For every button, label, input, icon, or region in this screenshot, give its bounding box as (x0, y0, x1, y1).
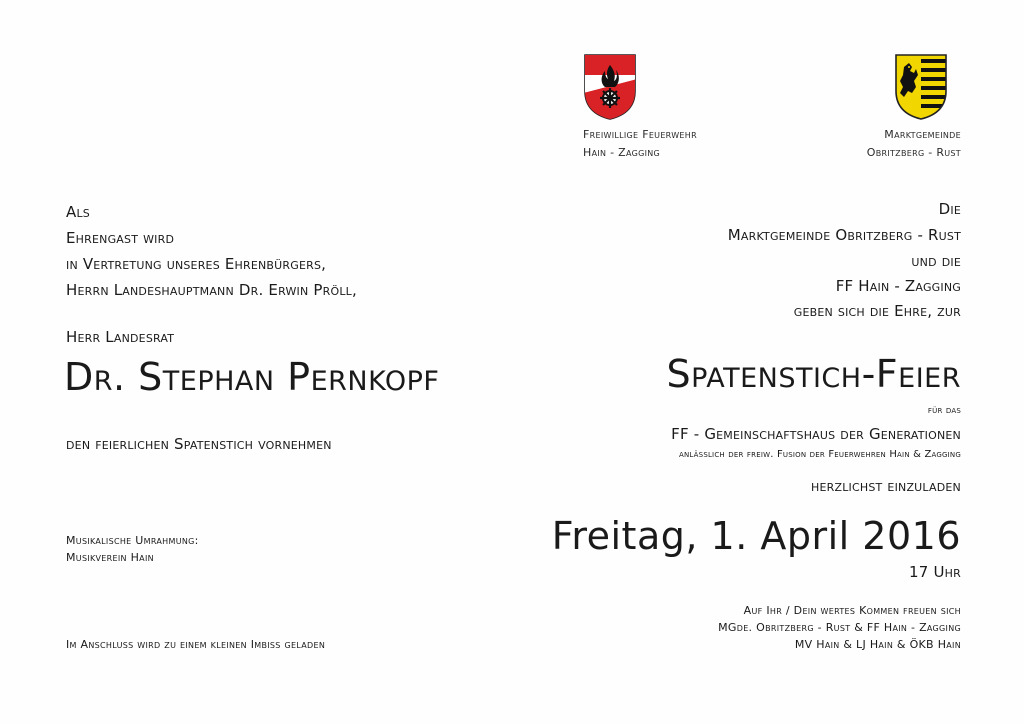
ff-caption-line1: Freiwillige Feuerwehr (583, 128, 697, 141)
right-intro-line4: FF Hain - Zagging (835, 277, 961, 295)
left-intro-line4: Herrn Landeshauptmann Dr. Erwin Pröll, (66, 281, 357, 299)
fire-brigade-crest-icon (583, 53, 637, 121)
footer-line1: Auf Ihr / Dein wertes Kommen freuen sich (743, 604, 961, 617)
invite-text: herzlichst einzuladen (811, 477, 961, 495)
footer-line3: MV Hain & LJ Hain & ÖKB Hain (794, 638, 961, 651)
music-value: Musikverein Hain (66, 551, 154, 564)
right-intro-line1: Die (938, 200, 961, 218)
left-intro-line1: Als (66, 203, 90, 221)
guest-action: den feierlichen Spatenstich vornehmen (66, 435, 332, 453)
event-occasion: anlässlich der freiw. Fusion der Feuerwehren Hain & Zagging (679, 449, 961, 460)
municipal-lion-crest-icon (894, 53, 948, 121)
footer-line2: MGde. Obritzberg - Rust & FF Hain - Zagging (718, 621, 961, 634)
guest-title: Herr Landesrat (66, 328, 175, 346)
right-intro-line3: und die (911, 252, 961, 270)
guest-name: Dr. Stephan Pernkopf (64, 355, 440, 399)
mg-caption-line1: Marktgemeinde (884, 128, 961, 141)
event-for: für das (927, 405, 961, 416)
event-date: Freitag, 1. April 2016 (551, 514, 961, 558)
event-title: Spatenstich-Feier (666, 352, 961, 396)
mg-caption-line2: Obritzberg - Rust (866, 146, 961, 159)
event-building: FF - Gemeinschaftshaus der Generationen (671, 425, 961, 443)
closing-note: Im Anschluss wird zu einem kleinen Imbiss geladen (66, 638, 326, 651)
left-intro-line3: in Vertretung unseres Ehrenbürgers, (66, 255, 327, 273)
left-intro-line2: Ehrengast wird (66, 229, 175, 247)
event-time: 17 Uhr (909, 563, 961, 581)
right-intro-line5: geben sich die Ehre, zur (793, 302, 961, 320)
right-intro-line2: Marktgemeinde Obritzberg - Rust (727, 226, 961, 244)
music-label: Musikalische Umrahmung: (66, 534, 199, 547)
ff-caption-line2: Hain - Zagging (583, 146, 661, 159)
